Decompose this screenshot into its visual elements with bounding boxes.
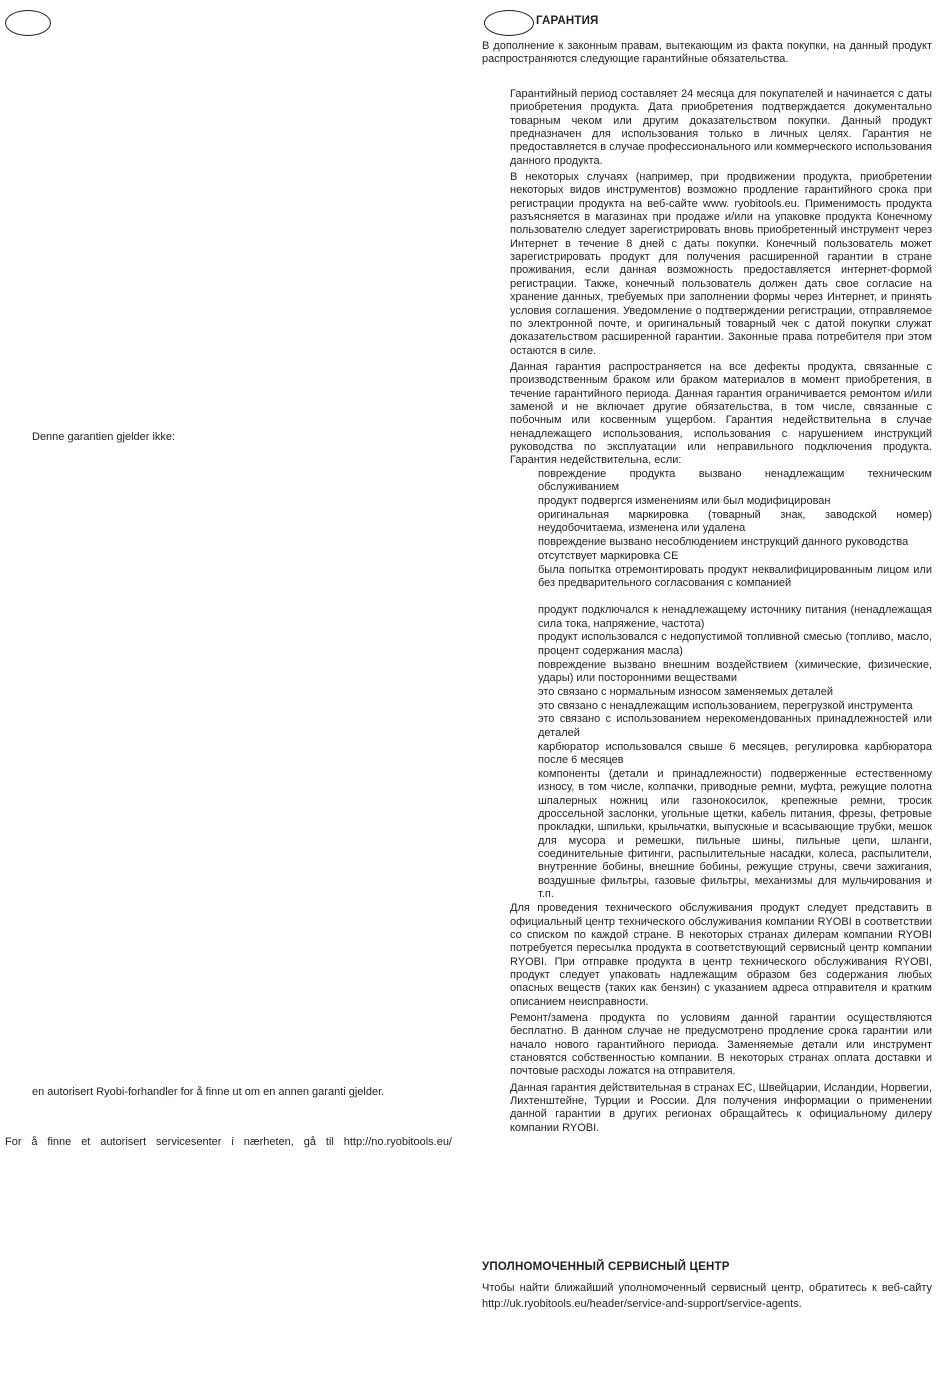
exclusion-item: продукт подключался к ненадлежащему источнику питания (ненадлежащая сила тока, напряжение, частота)	[538, 604, 932, 630]
warranty-paragraph-service: Для проведения технического обслуживания продукт следует представить в официальный центр технического обслуживания компании RYOBI в соответствии со списком по каждой стране. В некоторых странах дилерам компании RYOBI потребуется пересылка продукта в соответствующий сервисный центр компании RYOBI. При отправке продукта в центр технического обслуживания RYOBI, продукт следует упаковать надлежащим образом без содержания любых опасных веществ (таких как бензин) с указанием адреса отправителя и кратким описанием неисправности.	[510, 902, 932, 1008]
language-badge-oval-left	[5, 10, 51, 36]
exclusion-item: отсутствует маркировка CE	[538, 549, 679, 562]
left-note-dealer: en autorisert Ryobi-forhandler for å finne ut om en annen garanti gjelder.	[32, 1086, 385, 1098]
warranty-paragraph-registration: В некоторых случаях (например, при продвижении продукта, приобретении некоторых видов инструментов) возможно продление гарантийного срока при регистрации продукта на веб-сайте www. ryobitools.eu. Применимость продукта разъясняется в магазинах при продаже и/или на упаковке продукта Конечному пользователю следует зарегистрировать вновь приобретенный инструмент через Интернет в течение 8 дней с даты покупки. Конечный пользователь может зарегистрировать продукт для получения расширенной гарантии в стране проживания, если данная возможность предоставляется интернет-формой регистрации. Также, конечный пользователь должен дать свое согласие на хранение данных, требуемых при заполнении формы через Интернет, и принять условия соглашения. Уведомление о подтверждении регистрации, отправляемое по электронной почте, и оригинальный товарный чек с датой покупки служат доказательством расширенной гарантии. Законные права потребителя при этом остаются в силе.	[510, 171, 932, 357]
service-center-title: УПОЛНОМОЧЕННЫЙ СЕРВИСНЫЙ ЦЕНТР	[482, 1261, 730, 1273]
left-note-exclusions: Denne garantien gjelder ikke:	[32, 431, 176, 443]
service-center-text: Чтобы найти ближайший уполномоченный сервисный центр, обратитесь к веб-сайту http://uk.ryobitools.eu/header/service-and-support/service-agents.	[482, 1282, 932, 1310]
exclusion-item: была попытка отремонтировать продукт неквалифицированным лицом или без предварительного согласования с компанией	[538, 563, 932, 589]
exclusion-item: повреждение вызвано внешним воздействием (химические, физические, удары) или посторонними веществами	[538, 658, 932, 684]
language-badge-oval-right	[484, 10, 534, 36]
warranty-paragraph-repair: Ремонт/замена продукта по условиям данной гарантии осуществляются бесплатно. В данном случае не предусмотрено продление срока гарантии или начало нового гарантийного периода. Заменяемые детали или инструмент становятся собственностью компании. В некоторых странах оплата доставки и почтовые расходы ложатся на отправителя.	[510, 1012, 932, 1078]
exclusion-item: продукт подвергся изменениям или был модифицирован	[538, 494, 831, 507]
warranty-paragraph-territory: Данная гарантия действительная в странах ЕС, Швейцарии, Исландии, Норвегии, Лихтенштейне, Турции и России. Для получения информации о применении данной гарантии в других регионах обращайтесь к официальному дилеру компании RYOBI.	[510, 1081, 932, 1134]
exclusion-item: повреждение вызвано несоблюдением инструкций данного руководства	[538, 535, 909, 548]
exclusion-item: это связано с нормальным износом заменяемых деталей	[538, 685, 833, 698]
exclusion-item: карбюратор использовался свыше 6 месяцев, регулировка карбюратора после 6 месяцев	[538, 740, 932, 766]
exclusion-item: это связано с использованием нерекомендованных принадлежностей или деталей	[538, 713, 932, 739]
exclusion-item: это связано с ненадлежащим использованием, перегрузкой инструмента	[538, 699, 913, 712]
exclusion-list	[538, 468, 932, 902]
warranty-body	[510, 88, 932, 1138]
service-center-section	[482, 1261, 932, 1323]
exclusion-item: повреждение продукта вызвано ненадлежащим техническим обслуживанием	[538, 467, 932, 493]
warranty-title: ГАРАНТИЯ	[536, 15, 599, 27]
exclusion-item: компоненты (детали и принадлежности) подверженные естественному износу, в том числе, колпачки, приводные ремни, муфта, режущие полотна шпалерных ножниц или газонокосилок, крепежные ремни, тросик дроссельной заслонки, угольные щетки, кабель питания, фрезы, фетровые прокладки, шпильки, крыльчатки, выпускные и всасывающие трубки, мешок для мусора и ремешки, пильные шины, пильные цепи, шланги, соединительные фитинги, распылительные насадки, колеса, распылители, внутренние бобины, внешние бобины, режущие струны, свечи зажигания, воздушные фильтры, газовые фильтры, механизмы для мульчирования и т.п.	[538, 767, 932, 900]
exclusion-item: продукт использовался с недопустимой топливной смесью (топливо, масло, процент содержания масла)	[538, 631, 932, 657]
warranty-intro: В дополнение к законным правам, вытекающим из факта покупки, на данный продукт распространяются следующие гарантийные обязательства.	[482, 40, 932, 66]
exclusion-item: оригинальная маркировка (товарный знак, заводской номер) неудобочитаема, изменена или удалена	[538, 508, 932, 534]
warranty-paragraph-coverage: Данная гарантия распространяется на все дефекты продукта, связанные с производственным браком или браком материалов в момент приобретения, в течение гарантийного периода. Данная гарантия ограничивается ремонтом и/или заменой и не включает другие обязательства, в том числе, связанные с побочным или косвенным ущербом. Гарантия недействительна в случае ненадлежащего использования, использования с нарушением инструкций руководства по эксплуатации или неправильного подключения продукта. Гарантия недействительна, если:	[510, 360, 932, 467]
warranty-paragraph-period: Гарантийный период составляет 24 месяца для покупателей и начинается с даты приобретения продукта. Дата приобретения подтверждается документально товарным чеком или другим доказательством покупки. Данный продукт предназначен для использования только в личных целях. Гарантия не предоставляется в случае профессионального или коммерческого использования данного продукта.	[510, 88, 932, 167]
left-note-service-center: For å finne et autorisert servicesenter i nærheten, gå til http://no.ryobitools.eu/	[5, 1136, 452, 1148]
